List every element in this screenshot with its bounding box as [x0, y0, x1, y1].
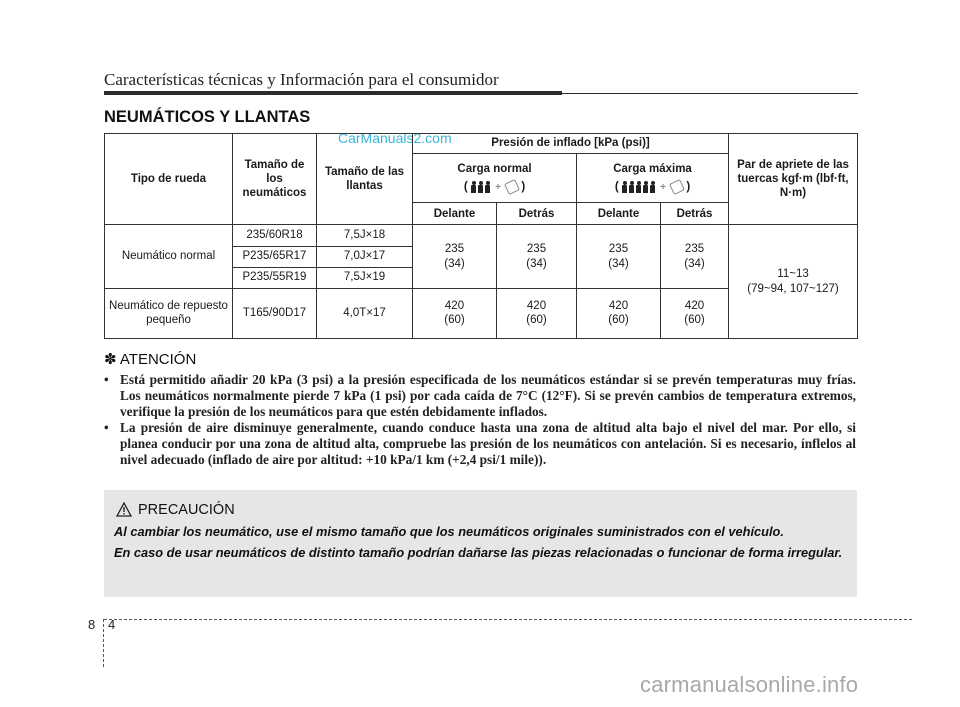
- cell-llanta: 4,0T×17: [317, 288, 413, 338]
- carga-maxima-icons: [579, 180, 726, 195]
- header-carga-normal: [413, 154, 577, 203]
- cell-pressure: 420 (60): [577, 288, 661, 338]
- header-tipo-rueda: Tipo de rueda: [105, 134, 233, 225]
- cell-pressure: 235 (34): [497, 225, 577, 288]
- cell-pressure: 235 (34): [413, 225, 497, 288]
- cell-pressure: 235 (34): [661, 225, 729, 288]
- section-title: NEUMÁTICOS Y LLANTAS: [104, 108, 311, 126]
- caution-box: [104, 490, 857, 597]
- cell-llanta: 7,0J×17: [317, 246, 413, 267]
- cell-llanta: 7,5J×18: [317, 225, 413, 246]
- cell-pressure: 235 (34): [577, 225, 661, 288]
- carga-normal-icons: [415, 180, 574, 195]
- sub-detras: Detrás: [661, 203, 729, 225]
- plus-sign: +: [495, 182, 501, 194]
- attention-list: [104, 372, 856, 468]
- luggage-icon: [504, 179, 520, 195]
- tire-spec-table: [104, 133, 858, 339]
- plus-sign: +: [660, 182, 666, 194]
- cell-tipo-normal: Neumático normal: [105, 225, 233, 288]
- cell-neumatico: 235/60R18: [233, 225, 317, 246]
- header-carga-maxima: [577, 154, 729, 203]
- cell-neumatico: P235/65R17: [233, 246, 317, 267]
- footer-divider: [103, 619, 104, 667]
- header-rule: [562, 93, 858, 94]
- header-tamano-llantas: Tamaño de las llantas: [317, 134, 413, 225]
- carga-maxima-label: Carga máxima: [613, 162, 692, 175]
- header-bar: [104, 91, 562, 95]
- caution-paragraph: Al cambiar los neumático, use el mismo tamaño que los neumáticos originales suministrados con el vehículo.: [114, 524, 784, 539]
- paren-open: (: [463, 181, 468, 194]
- cell-pressure: 420 (60): [661, 288, 729, 338]
- chapter-number: 8: [88, 617, 96, 632]
- cell-pressure: 420 (60): [413, 288, 497, 338]
- table-row: [105, 225, 858, 246]
- bullet: •: [104, 420, 109, 435]
- attention-title: ✽ ATENCIÓN: [104, 351, 197, 368]
- header-title: Características técnicas y Información para el consumidor: [104, 70, 499, 89]
- header-par-apriete: Par de apriete de las tuercas kgf·m (lbf·ft, N·m): [729, 134, 858, 225]
- sub-detras: Detrás: [497, 203, 577, 225]
- caution-body: [114, 524, 847, 566]
- paren-close: ): [686, 181, 691, 194]
- header-presion: Presión de inflado [kPa (psi)]: [413, 134, 729, 154]
- cell-tipo-repuesto: Neumático de repuesto pequeño: [105, 288, 233, 338]
- carga-normal-label: Carga normal: [457, 162, 532, 175]
- paren-close: ): [521, 181, 526, 194]
- footer-rule: [104, 619, 912, 620]
- caution-title: PRECAUCIÓN: [138, 502, 235, 518]
- cell-pressure: 420 (60): [497, 288, 577, 338]
- watermark-bottom[interactable]: carmanualsonline.info: [640, 672, 859, 697]
- caution-paragraph: En caso de usar neumáticos de distinto tamaño podrían dañarse las piezas relacionadas o funcionar de forma irregular.: [114, 545, 843, 560]
- warning-triangle-icon: [116, 502, 132, 517]
- page-number: 4: [108, 617, 116, 632]
- sub-delante: Delante: [413, 203, 497, 225]
- list-item: • La presión de aire disminuye generalmente, cuando conduce hasta una zona de altitud alta bajo el nivel del mar. Por ello, si planea conducir por una zona de altitud alta, compruebe las presión de los neumáticos con antelación. Si es necesario, ínflelos al nivel adecuado (inflado de aire por altitud: +10 kPa/1 km (+2,4 psi/1 mile)).: [104, 420, 856, 467]
- luggage-icon: [669, 179, 685, 195]
- header-tamano-neumaticos: Tamaño de los neumáticos: [233, 134, 317, 225]
- cell-torque: 11~13 (79~94, 107~127): [729, 225, 858, 339]
- passengers-icon: [622, 181, 655, 193]
- watermark-top[interactable]: CarManuals2.com: [338, 130, 452, 146]
- passengers-icon: [471, 181, 490, 193]
- cell-neumatico: T165/90D17: [233, 288, 317, 338]
- sub-delante: Delante: [577, 203, 661, 225]
- bullet: •: [104, 372, 109, 387]
- cell-llanta: 7,5J×19: [317, 267, 413, 288]
- cell-neumatico: P235/55R19: [233, 267, 317, 288]
- list-item: • Está permitido añadir 20 kPa (3 psi) a la presión especificada de los neumáticos estándar si se prevén temperaturas muy frías. Los neumáticos normalmente pierde 7 kPa (1 psi) por cada caída de 7°C (12°F). Si se prevén cambios de temperatura extremos, verifique la presión de los neumáticos para que estén debidamente inflados.: [104, 372, 856, 419]
- paren-open: (: [614, 181, 619, 194]
